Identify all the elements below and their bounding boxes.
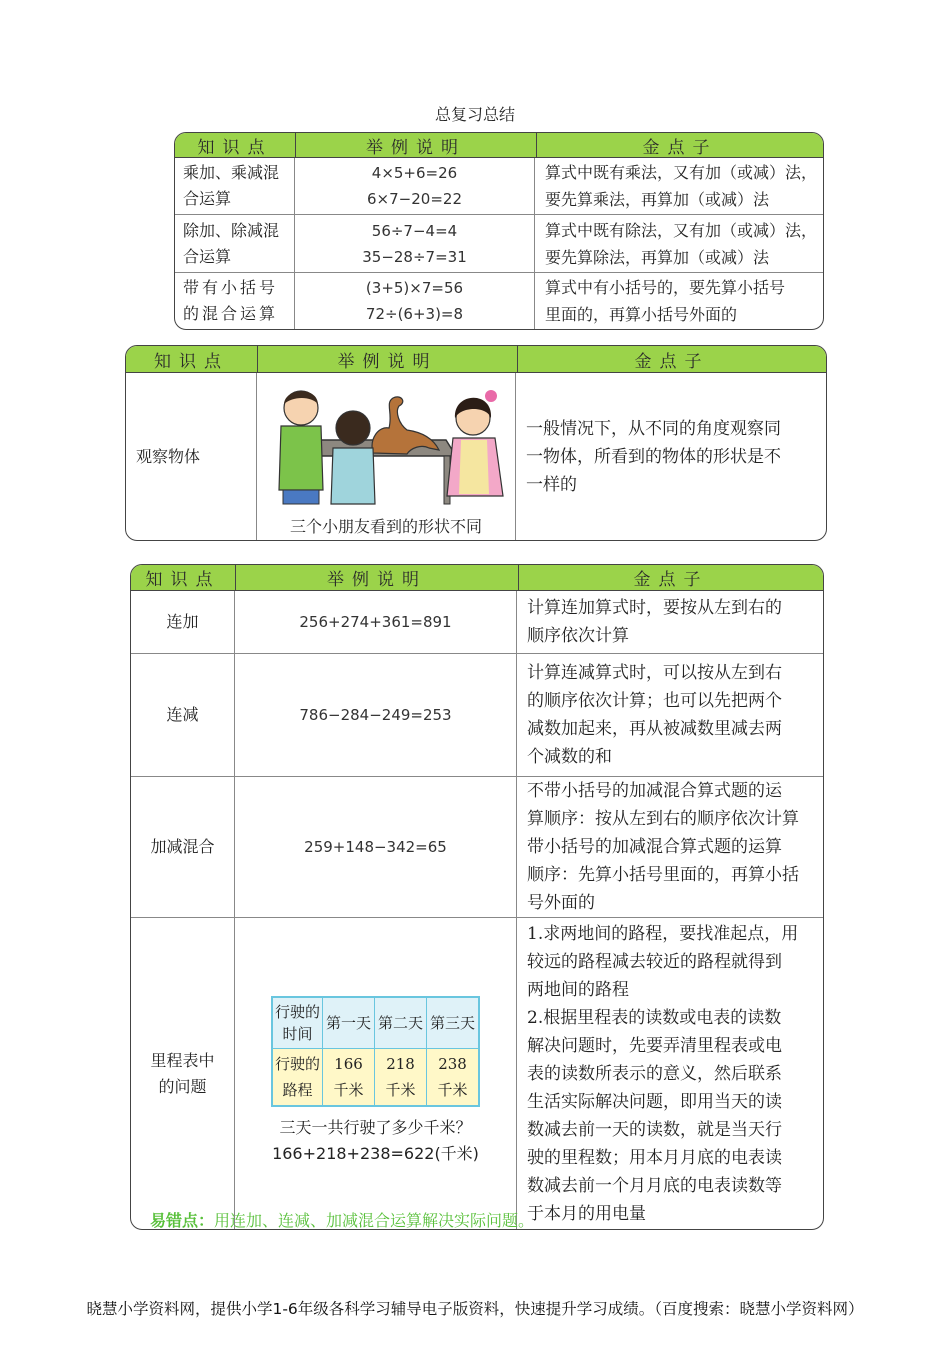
header-text: 路程	[282, 1081, 313, 1099]
topic-line: 的混合运算	[183, 304, 279, 323]
distance-unit: 千米	[385, 1081, 416, 1099]
tip-line: 要先算除法，再算加（或减）法	[545, 247, 770, 267]
topic-line: 合运算	[183, 189, 232, 208]
header-tip: 金点子	[633, 570, 709, 590]
tip-line: 两地间的路程	[527, 980, 629, 1000]
tip-line: 数减去前一个月月底的电表读数等	[527, 1176, 782, 1196]
table-addition-subtraction	[130, 564, 824, 1230]
tip-line: 较远的路程减去较近的路程就得到	[527, 952, 782, 972]
tip-line: 2.根据里程表的读数或电表的读数	[527, 1008, 782, 1028]
table-row	[131, 777, 823, 918]
tip-line: 顺序依次计算	[527, 626, 629, 646]
day-cell: 第三天	[427, 997, 480, 1049]
topic-line: 加减混合	[150, 837, 215, 856]
header-text: 时间	[282, 1025, 313, 1043]
tip-line: 解决问题时，先要弄清里程表或电	[527, 1036, 782, 1056]
example-line: 72÷(6+3)=8	[365, 305, 464, 323]
topic-line: 合运算	[183, 246, 232, 266]
mileage-row-header	[272, 997, 323, 1049]
example-line: 6×7−20=22	[367, 190, 462, 208]
common-mistake-note	[150, 1208, 534, 1231]
page-title: 总复习总结	[434, 105, 515, 124]
topic-cell	[126, 373, 257, 541]
tip-line: 算式中既有除法，又有加（或减）法，	[545, 220, 818, 240]
example-line: 56÷7−4=4	[371, 221, 458, 240]
table-row	[126, 373, 826, 541]
mileage-answer: 166+218+238=622(千米)	[272, 1144, 479, 1163]
distance-value: 218	[386, 1055, 415, 1073]
distance-unit: 千米	[437, 1081, 468, 1099]
header-tip: 金点子	[634, 351, 710, 372]
example-line: 259+148−342=65	[235, 777, 517, 917]
children-observing-dinosaur-illustration	[261, 378, 511, 508]
tip-line: 带小括号的加减混合算式题的运算	[527, 837, 782, 857]
day-cell: 第二天	[375, 997, 427, 1049]
tip-line: 算顺序：按从左到右的顺序依次计算	[527, 809, 799, 829]
table-row	[175, 158, 823, 215]
tip-line: 要先算乘法，再算加（或减）法	[545, 190, 770, 209]
header-example: 举例说明	[258, 346, 518, 372]
tip-line: 减数加起来，再从被减数里减去两	[527, 719, 782, 739]
distance-value: 238	[438, 1055, 467, 1073]
distance-value: 166	[334, 1055, 363, 1073]
table-row	[131, 591, 823, 654]
header-text: 行驶的	[274, 1055, 320, 1073]
header-tip: 金点子	[642, 137, 718, 158]
example-cell	[235, 918, 517, 1230]
mistake-label: 易错点：	[150, 1211, 215, 1230]
header-topic: 知识点	[175, 133, 296, 157]
topic-line: 里程表中	[150, 1051, 215, 1070]
tip-line: 里面的，再算小括号外面的	[545, 305, 738, 324]
header-topic: 知识点	[126, 346, 258, 372]
footer-note: 晓慧小学资料网，提供小学1-6年级各科学习辅导电子版资料，快速提升学习成绩。（百度搜索：晓慧小学资料网）	[86, 1300, 864, 1318]
mistake-text: 用连加、连减、加减混合运算解决实际问题。	[214, 1211, 535, 1230]
tip-line: 数减去前一天的读数，就是当天行	[527, 1120, 782, 1140]
topic-line: 乘加、乘减混	[183, 163, 280, 182]
topic-line: 带有小括号	[183, 278, 279, 297]
distance-cell	[427, 1049, 480, 1107]
table-row	[175, 215, 823, 273]
tip-line: 号外面的	[527, 893, 595, 913]
example-line: 256+274+361=891	[235, 591, 517, 653]
distance-cell	[375, 1049, 427, 1107]
tip-line: 个减数的和	[527, 747, 612, 767]
table-row	[175, 273, 823, 329]
illustration-caption: 三个小朋友看到的形状不同	[289, 517, 482, 536]
distance-unit: 千米	[333, 1081, 364, 1099]
tip-line: 驶的里程数；用本月月底的电表读	[527, 1148, 782, 1168]
tip-line: 一物体，所看到的物体的形状是不	[526, 447, 781, 467]
example-cell	[257, 373, 516, 541]
tip-line: 一样的	[526, 475, 577, 495]
tip-line: 1.求两地间的路程，要找准起点，用	[527, 924, 799, 944]
tip-line: 计算连加算式时，要按从左到右的	[527, 598, 782, 618]
table-mixed-operations	[174, 132, 824, 330]
tip-line: 的顺序依次计算；也可以先把两个	[527, 691, 782, 711]
mileage-table	[271, 996, 480, 1107]
tip-line: 算式中有小括号的，要先算小括号	[545, 278, 786, 297]
example-line: 35−28÷7=31	[362, 247, 467, 266]
topic-line: 连减	[166, 705, 199, 724]
topic-label: 观察物体	[136, 447, 201, 466]
mileage-row-header	[272, 1049, 323, 1107]
tip-line: 于本月的用电量	[527, 1204, 646, 1224]
header-example: 举例说明	[236, 565, 519, 590]
example-line: (3+5)×7=56	[365, 279, 464, 297]
header-text: 行驶的	[274, 1003, 320, 1021]
tip-line: 一般情况下，从不同的角度观察同	[526, 419, 781, 439]
table-row	[131, 654, 823, 777]
tip-line: 计算连减算式时，可以按从左到右	[527, 663, 782, 683]
table-observe-objects	[125, 345, 827, 541]
distance-cell	[322, 1049, 374, 1107]
tip-line: 不带小括号的加减混合算式题的运	[527, 781, 782, 801]
tip-line: 算式中既有乘法，又有加（或减）法，	[545, 163, 818, 182]
tip-line: 表的读数所表示的意义，然后联系	[527, 1064, 782, 1084]
mileage-question: 三天一共行驶了多少千米？	[279, 1118, 472, 1137]
header-example: 举例说明	[296, 133, 537, 157]
tip-line: 顺序：先算小括号里面的，再算小括	[527, 865, 799, 885]
example-line: 4×5+6=26	[371, 164, 458, 182]
topic-line: 连加	[166, 612, 199, 631]
day-cell: 第一天	[322, 997, 374, 1049]
example-line: 786−284−249=253	[235, 654, 517, 776]
topic-line: 的问题	[158, 1077, 207, 1096]
tip-line: 生活实际解决问题，即用当天的读	[527, 1092, 782, 1112]
header-topic: 知识点	[131, 565, 236, 590]
table-row	[131, 918, 823, 1230]
topic-line: 除加、除减混	[183, 220, 280, 240]
